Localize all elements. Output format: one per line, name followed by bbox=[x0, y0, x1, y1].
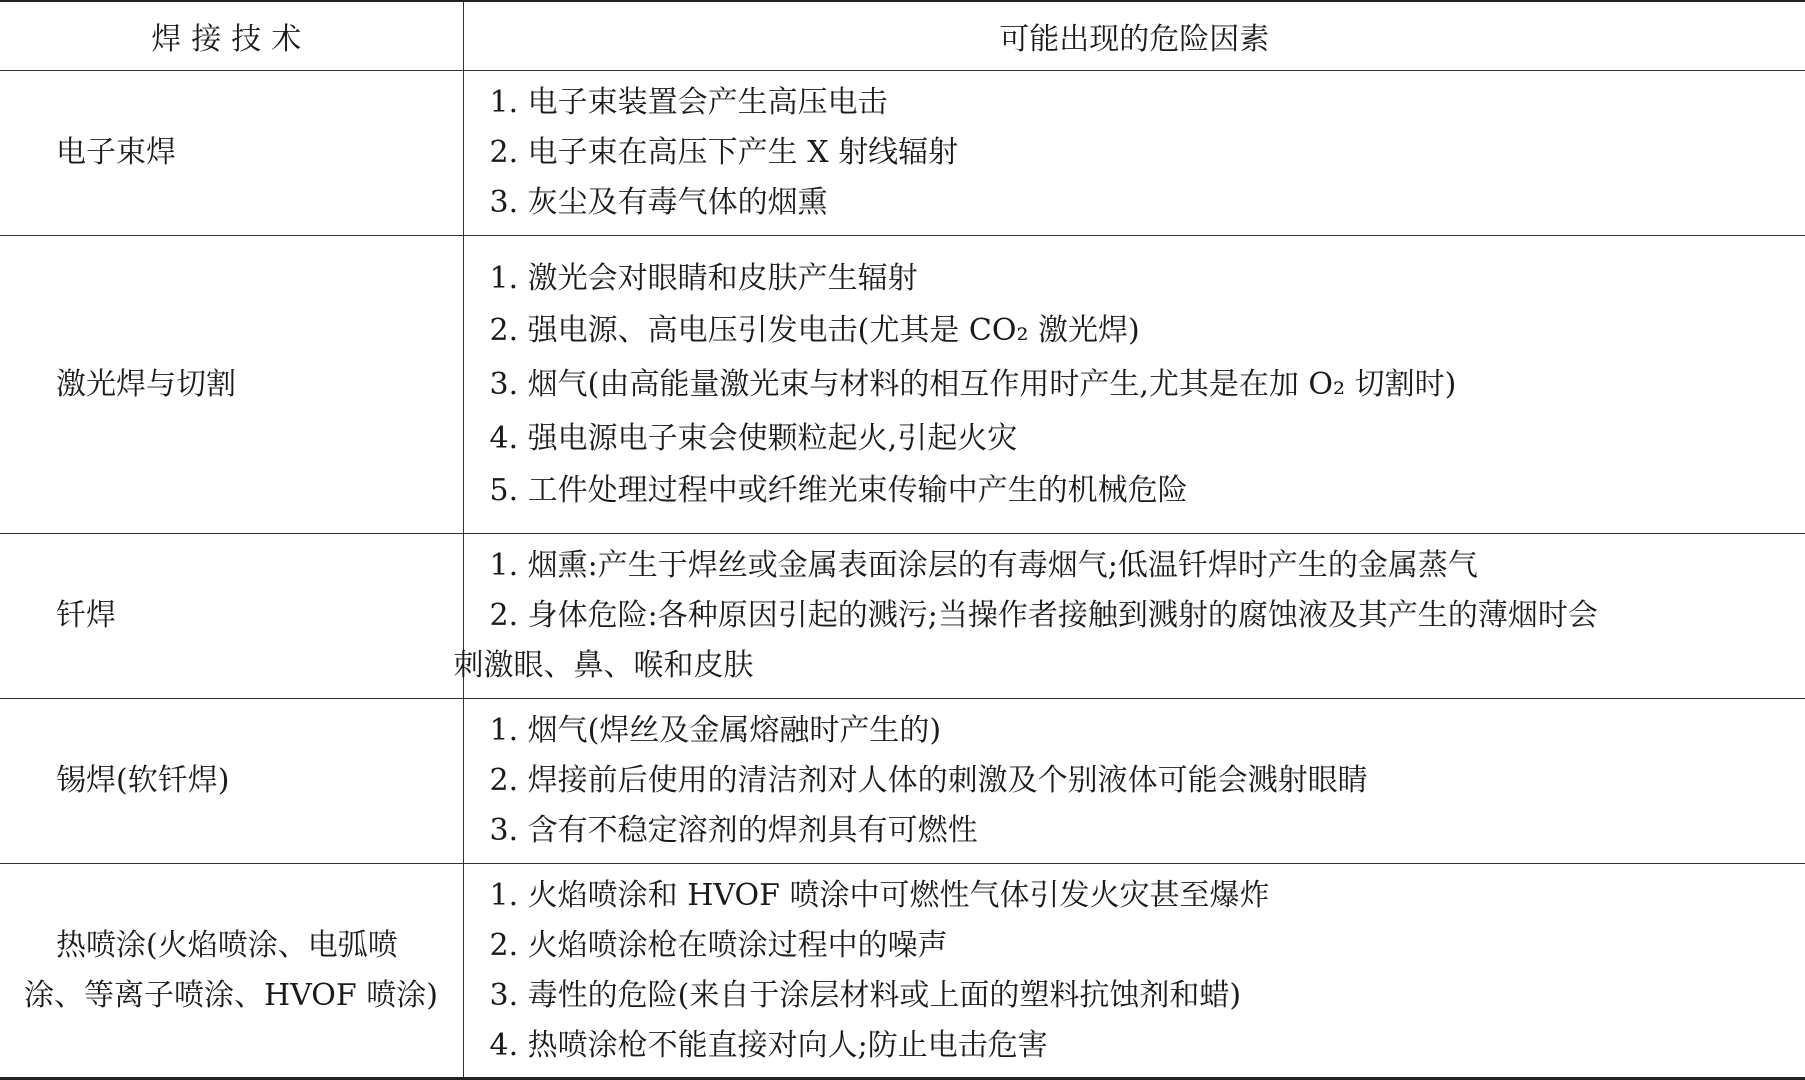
table-row bbox=[0, 864, 1805, 1079]
hazards-cell bbox=[463, 864, 1805, 1079]
technique-cell bbox=[0, 699, 463, 864]
header-technique: 焊接技术 bbox=[0, 1, 463, 71]
list-item: 3. 含有不稳定溶剂的焊剂具有可燃性 bbox=[489, 813, 978, 848]
list-item: 5. 工件处理过程中或纤维光束传输中产生的机械危险 bbox=[489, 472, 1188, 508]
technique-cell bbox=[0, 71, 463, 236]
technique-label: 电子束焊 bbox=[56, 135, 176, 170]
technique-cell bbox=[0, 236, 463, 534]
technique-label: 锡焊(软钎焊) bbox=[56, 763, 230, 798]
table-row bbox=[0, 71, 1805, 236]
list-item: 2. 电子束在高压下产生 X 射线辐射 bbox=[489, 135, 959, 170]
table-row bbox=[0, 534, 1805, 699]
technique-label: 激光焊与切割 bbox=[56, 366, 236, 402]
hazards-cell bbox=[463, 236, 1805, 534]
list-item: 4. 热喷涂枪不能直接对向人;防止电击危害 bbox=[489, 1027, 1048, 1063]
list-item: 1. 烟气(焊丝及金属熔融时产生的) bbox=[489, 713, 942, 748]
technique-cell bbox=[0, 864, 463, 1079]
technique-cell bbox=[0, 534, 463, 699]
list-item: 刺激眼、鼻、喉和皮肤 bbox=[453, 648, 754, 683]
technique-label: 涂、等离子喷涂、HVOF 喷涂) bbox=[24, 977, 438, 1013]
list-item: 2. 焊接前后使用的清洁剂对人体的刺激及个别液体可能会溅射眼睛 bbox=[489, 763, 1368, 798]
technique-label: 钎焊 bbox=[56, 598, 116, 633]
technique-label: 热喷涂(火焰喷涂、电弧喷 bbox=[56, 927, 398, 963]
list-item: 2. 强电源、高电压引发电击(尤其是 CO₂ 激光焊) bbox=[489, 312, 1140, 348]
list-item: 4. 强电源电子束会使颗粒起火,引起火灾 bbox=[489, 420, 1018, 456]
header-row bbox=[0, 1, 1805, 71]
list-item: 1. 火焰喷涂和 HVOF 喷涂中可燃性气体引发火灾甚至爆炸 bbox=[489, 877, 1270, 913]
list-item: 1. 电子束装置会产生高压电击 bbox=[489, 85, 888, 120]
hazards-cell bbox=[453, 534, 1805, 699]
table-row bbox=[0, 699, 1805, 864]
list-item: 2. 火焰喷涂枪在喷涂过程中的噪声 bbox=[489, 927, 948, 963]
list-item: 2. 身体危险:各种原因引起的溅污;当操作者接触到溅射的腐蚀液及其产生的薄烟时会 bbox=[489, 598, 1598, 633]
list-item: 3. 烟气(由高能量激光束与材料的相互作用时产生,尤其是在加 O₂ 切割时) bbox=[489, 366, 1457, 402]
list-item: 3. 灰尘及有毒气体的烟熏 bbox=[489, 185, 828, 220]
list-item: 1. 烟熏:产生于焊丝或金属表面涂层的有毒烟气;低温钎焊时产生的金属蒸气 bbox=[489, 548, 1478, 583]
hazards-cell bbox=[463, 71, 1805, 236]
list-item: 1. 激光会对眼睛和皮肤产生辐射 bbox=[489, 260, 918, 296]
list-item: 3. 毒性的危险(来自于涂层材料或上面的塑料抗蚀剂和蜡) bbox=[489, 977, 1242, 1013]
hazards-cell bbox=[463, 699, 1805, 864]
table-row bbox=[0, 236, 1805, 534]
header-hazards: 可能出现的危险因素 bbox=[463, 1, 1805, 71]
